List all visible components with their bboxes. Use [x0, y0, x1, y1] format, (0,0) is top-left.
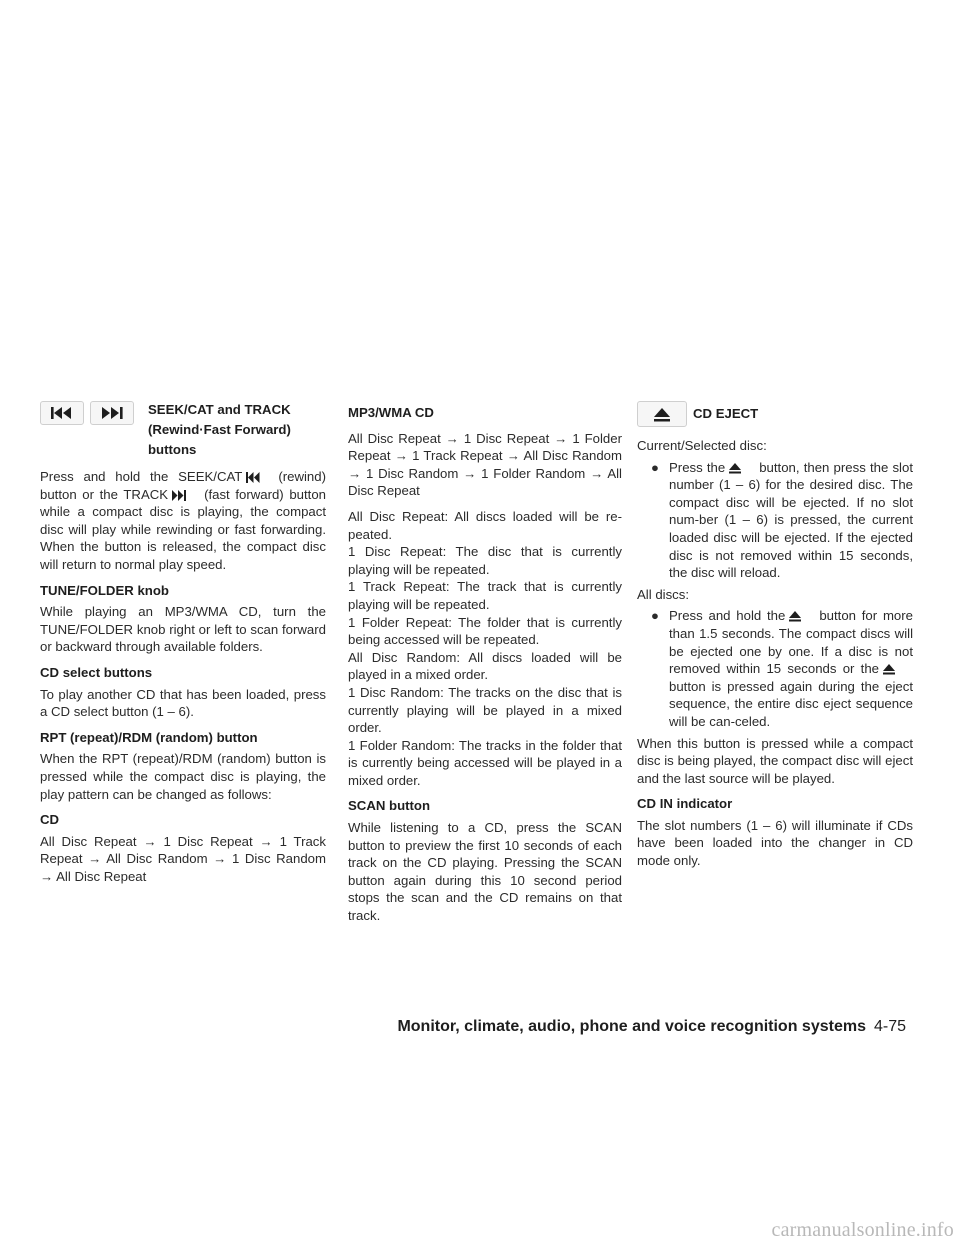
seek-heading-line-2: (Rewind·Fast Forward) — [148, 422, 291, 437]
rewind-icon — [246, 472, 260, 483]
current-disc-list — [637, 459, 913, 582]
scan-text: While listening to a CD, press the SCAN button to preview the first 10 seconds of each track on the CD playing. Pressing the SCAN button again during this 10 second period stops the scan and the CD remains on that track. — [348, 820, 622, 924]
bullet-text-b: button, then press the slot number (1 – 6) for the desired disc. The compact disc will be ejected. If no slot num-ber (1 – 6) is pressed, the current loaded disc will be ejected. If the ejected disc is not removed within 15 seconds, the disc will reload. — [669, 459, 913, 581]
definition-item: 1 Folder Repeat: The folder that is currently being accessed will be repeated. — [348, 614, 622, 648]
eject-icon — [883, 664, 895, 675]
mp3-wma-sequence: All Disc Repeat → 1 Disc Repeat → 1 Folder Repeat → 1 Track Repeat → All Disc Random → 1 Disc Random → 1 Folder Random → All Disc Repeat — [348, 430, 622, 499]
all-discs-bullet — [637, 607, 913, 730]
scan-heading: SCAN button — [348, 798, 431, 814]
tune-folder-heading: TUNE/FOLDER knob — [40, 582, 169, 598]
watermark: carmanualsonline.info — [771, 1219, 954, 1242]
bullet-icon: ● — [651, 608, 659, 624]
cd-select-text: To play another CD that has been loaded, press a CD select button (1 – 6). — [40, 686, 326, 720]
definition-item: 1 Disc Random: The tracks on the disc that is currently playing will be played in a mixed order. — [348, 684, 622, 736]
cd-select-heading: CD select buttons — [40, 664, 153, 680]
fast-forward-button-icon — [90, 401, 134, 425]
bullet-text-a: Press the — [669, 459, 726, 475]
tune-folder-text: While playing an MP3/WMA CD, turn the TUNE/FOLDER knob right or left to scan forward or backward through available folders. — [40, 604, 326, 655]
cd-sequence-text: All Disc Repeat → 1 Disc Repeat → 1 Track Repeat → All Disc Random → 1 Disc Random → All Disc Repeat — [40, 833, 326, 884]
seek-heading-line-3: buttons — [148, 442, 197, 457]
bullet-icon: ● — [651, 459, 659, 475]
cd-eject-heading-row — [637, 400, 913, 427]
column-3 — [637, 400, 913, 878]
cd-heading: CD — [40, 812, 60, 828]
cd-eject-heading: CD EJECT — [693, 405, 759, 421]
cd-in-text: The slot numbers (1 – 6) will illuminate if CDs have been loaded into the changer in CD mode only. — [637, 817, 913, 869]
column-2 — [348, 400, 622, 933]
seek-text-2: (rewind) button or the TRACK — [40, 469, 326, 502]
seek-text-1: Press and hold the SEEK/CAT — [40, 469, 243, 484]
bullet-text-c: button is pressed again during the eject sequence, the entire disc eject sequence will be can-celed. — [669, 678, 913, 729]
eject-while-playing-text: When this button is pressed while a compact disc is being played, the compact disc will eject and the last source will be played. — [637, 735, 913, 786]
bullet-text-a: Press and hold the — [669, 608, 786, 624]
page-number: 4-75 — [873, 1018, 906, 1035]
seek-heading-line-1: SEEK/CAT and TRACK — [148, 402, 291, 417]
page-footer — [397, 1018, 906, 1036]
definition-item: 1 Track Repeat: The track that is currently playing will be repeated. — [348, 579, 622, 612]
all-discs-label: All discs: — [637, 586, 690, 602]
section-title: Monitor, climate, audio, phone and voice recognition systems — [397, 1018, 866, 1035]
current-disc-label: Current/Selected disc: — [637, 438, 767, 453]
definition-item: All Disc Repeat: All discs loaded will be re-peated. — [348, 508, 622, 542]
definition-item: All Disc Random: All discs loaded will be played in a mixed order. — [348, 649, 622, 683]
all-discs-list — [637, 607, 913, 730]
rewind-button-icon — [40, 401, 84, 425]
repeat-definitions — [348, 508, 622, 790]
cd-in-heading: CD IN indicator — [637, 796, 733, 812]
definition-item: 1 Folder Random: The tracks in the folder that is currently being accessed will be played in a mixed order. — [348, 737, 622, 788]
rpt-rdm-heading: RPT (repeat)/RDM (random) button — [40, 729, 258, 745]
rpt-rdm-text: When the RPT (repeat)/RDM (random) button is pressed while the compact disc is playing, the play pattern can be changed as follows: — [40, 751, 326, 802]
mp3-wma-heading: MP3/WMA CD — [348, 405, 434, 420]
current-disc-bullet — [637, 459, 913, 582]
seek-paragraph — [40, 468, 326, 574]
eject-icon — [729, 463, 741, 474]
definition-item: 1 Disc Repeat: The disc that is currently playing will be repeated. — [348, 544, 622, 577]
seek-track-heading — [40, 400, 326, 460]
eject-button-icon — [637, 401, 687, 427]
eject-icon — [789, 611, 801, 622]
bullet-text-b: button for more than 1.5 seconds. The compact discs will be ejected one by one. If a disc is not removed within 15 seconds or the — [669, 608, 913, 677]
seek-text-3: (fast forward) button while a compact disc is playing, the compact disc will play while rewinding or fast forwarding. When the button is released, the compact disc will return to normal play speed. — [40, 486, 326, 572]
column-1 — [40, 400, 326, 893]
fast-forward-icon — [172, 490, 186, 501]
